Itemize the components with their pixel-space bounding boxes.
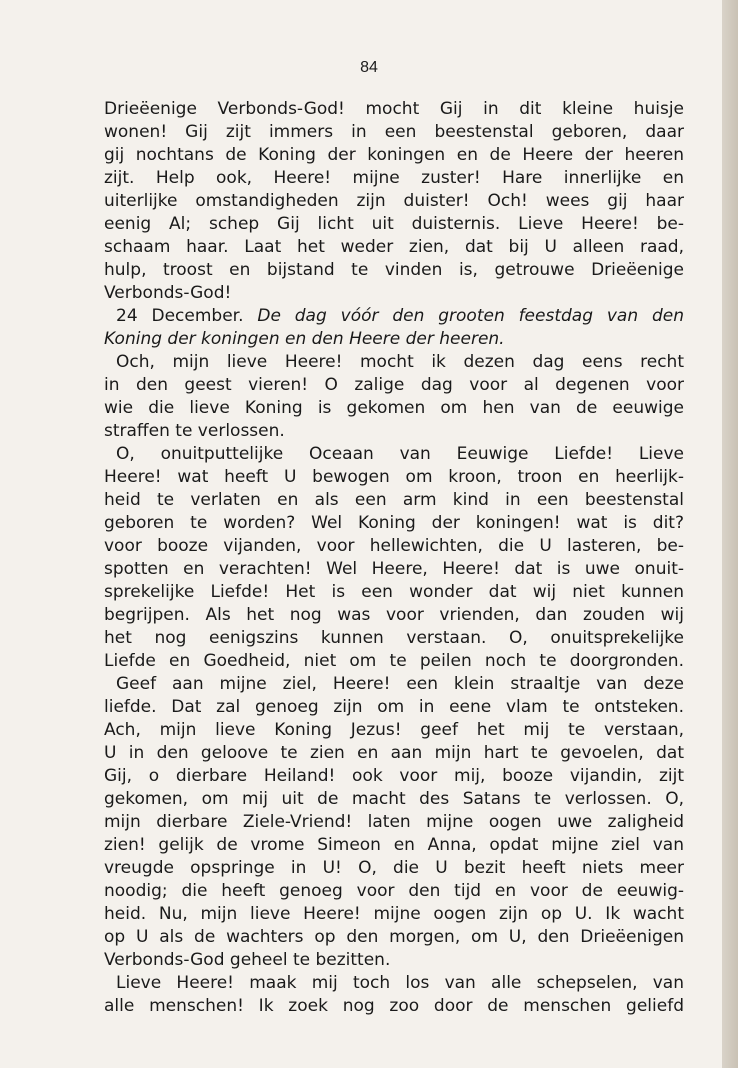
text-line <box>104 857 684 880</box>
text-line <box>104 650 684 673</box>
text-line-content: liefde. Dat zal genoeg zijn om in eene vlam te ontsteken. <box>104 697 684 717</box>
text-line <box>104 926 684 949</box>
text-line-content: begrijpen. Als het nog was voor vrienden, dan zouden wij <box>104 605 684 625</box>
text-line <box>104 167 684 190</box>
text-line <box>104 121 684 144</box>
text-line-content: U in den geloove te zien en aan mijn hart te gevoelen, dat <box>104 743 684 763</box>
text-line-content: 24 December. <box>116 306 258 326</box>
text-line <box>104 903 684 926</box>
text-line <box>104 443 684 466</box>
text-line-content: noodig; die heeft genoeg voor den tijd en voor de eeuwig- <box>104 881 684 901</box>
text-line-content: wonen! Gij zijt immers in een beestenstal geboren, daar <box>104 122 684 142</box>
text-line <box>104 98 684 121</box>
text-line <box>104 581 684 604</box>
text-line-content: eenig Al; schep Gij licht uit duisternis. Lieve Heere! be- <box>104 214 684 234</box>
text-line-content: wie die lieve Koning is gekomen om hen van de eeuwige <box>104 398 684 418</box>
text-line-content: vreugde opspringe in U! O, die U bezit heeft niets meer <box>104 858 684 878</box>
text-line-content: mijn dierbare Ziele-Vriend! laten mijne oogen uwe zaligheid <box>104 812 684 832</box>
text-line <box>104 259 684 282</box>
text-line-content: Liefde en Goedheid, niet om te peilen noch te doorgronden. <box>104 651 684 671</box>
text-line-content: zijt. Help ook, Heere! mijne zuster! Hare innerlijke en <box>104 168 684 188</box>
text-line <box>104 489 684 512</box>
page-edge <box>722 0 738 1068</box>
text-line-content: geboren te worden? Wel Koning der koningen! wat is dit? <box>104 513 684 533</box>
text-line <box>104 673 684 696</box>
text-line <box>104 627 684 650</box>
text-line-content: spotten en verachten! Wel Heere, Heere! dat is uwe onuit- <box>104 559 684 579</box>
text-line-content: straffen te verlossen. <box>104 421 285 441</box>
text-line <box>104 420 684 443</box>
text-line-content: op U als de wachters op den morgen, om U, den Drieëenigen <box>104 927 684 947</box>
text-line-content: hulp, troost en bijstand te vinden is, getrouwe Drieëenige <box>104 260 684 280</box>
text-line <box>104 788 684 811</box>
text-line-content: uiterlijke omstandigheden zijn duister! Och! wees gij haar <box>104 191 684 211</box>
text-line <box>104 604 684 627</box>
text-line-content: het nog eenigszins kunnen verstaan. O, onuitsprekelijke <box>104 628 684 648</box>
text-line <box>104 719 684 742</box>
text-line <box>104 995 684 1018</box>
body-text <box>104 98 684 1018</box>
text-line-content: Drieëenige Verbonds-God! mocht Gij in dit kleine huisje <box>104 99 684 119</box>
text-line <box>104 535 684 558</box>
text-line <box>104 972 684 995</box>
text-line <box>104 397 684 420</box>
text-line <box>104 236 684 259</box>
text-line-content: Gij, o dierbare Heiland! ook voor mij, booze vijandin, zijt <box>104 766 684 786</box>
text-line-content: Verbonds-God geheel te bezitten. <box>104 950 391 970</box>
text-line-content: Heere! wat heeft U bewogen om kroon, troon en heerlijk- <box>104 467 684 487</box>
text-line <box>104 949 684 972</box>
text-line-content: sprekelijke Liefde! Het is een wonder dat wij niet kunnen <box>104 582 684 602</box>
text-line-content: Verbonds-God! <box>104 283 232 303</box>
italic-heading: Koning der koningen en den Heere der heeren. <box>104 329 505 349</box>
text-line <box>104 305 684 328</box>
page-number: 84 <box>360 59 378 76</box>
text-line-content: voor booze vijanden, voor hellewichten, die U lasteren, be- <box>104 536 684 556</box>
text-line <box>104 834 684 857</box>
text-line-content: gekomen, om mij uit de macht des Satans te verlossen. O, <box>104 789 684 809</box>
text-line-content: O, onuitputtelijke Oceaan van Eeuwige Liefde! Lieve <box>116 444 684 464</box>
text-line <box>104 811 684 834</box>
text-line <box>104 282 684 305</box>
text-line-content: heid te verlaten en als een arm kind in een beestenstal <box>104 490 684 510</box>
text-line-content: alle menschen! Ik zoek nog zoo door de menschen geliefd <box>104 996 684 1016</box>
text-line <box>104 374 684 397</box>
text-line <box>104 190 684 213</box>
text-line-content: schaam haar. Laat het weder zien, dat bij U alleen raad, <box>104 237 684 257</box>
text-line <box>104 742 684 765</box>
text-line <box>104 351 684 374</box>
italic-heading: De dag vóór den grooten feestdag van den <box>257 306 684 326</box>
text-line <box>104 328 684 351</box>
text-line-content: zien! gelijk de vrome Simeon en Anna, opdat mijne ziel van <box>104 835 684 855</box>
text-line-content: Ach, mijn lieve Koning Jezus! geef het mij te verstaan, <box>104 720 684 740</box>
text-line <box>104 765 684 788</box>
text-line <box>104 466 684 489</box>
text-line-content: Och, mijn lieve Heere! mocht ik dezen dag eens recht <box>116 352 684 372</box>
text-line <box>104 213 684 236</box>
text-line-content: in den geest vieren! O zalige dag voor al degenen voor <box>104 375 684 395</box>
text-line <box>104 144 684 167</box>
text-line <box>104 558 684 581</box>
text-line-content: Lieve Heere! maak mij toch los van alle schepselen, van <box>116 973 684 993</box>
text-line-content: gij nochtans de Koning der koningen en de Heere der heeren <box>104 145 684 165</box>
text-line-content: heid. Nu, mijn lieve Heere! mijne oogen zijn op U. Ik wacht <box>104 904 684 924</box>
text-line <box>104 512 684 535</box>
text-line-content: Geef aan mijne ziel, Heere! een klein straaltje van deze <box>116 674 684 694</box>
text-line <box>104 880 684 903</box>
text-line <box>104 696 684 719</box>
